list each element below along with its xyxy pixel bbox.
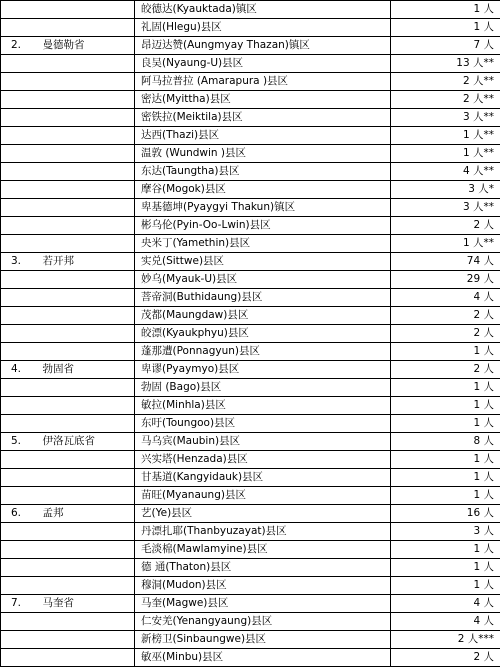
row-number	[1, 199, 35, 217]
district-name: 阿马拉普拉 (Amarapura )县区	[135, 73, 391, 91]
row-number	[1, 343, 35, 361]
table-row	[1, 91, 500, 109]
table-row	[1, 541, 500, 559]
table-row	[1, 37, 500, 55]
person-count: 1 人	[391, 487, 500, 505]
table-row	[1, 469, 500, 487]
person-count: 1 人	[391, 379, 500, 397]
state-name	[35, 235, 135, 253]
state-name	[35, 613, 135, 631]
person-count: 16 人	[391, 505, 500, 523]
row-number: 4.	[1, 361, 35, 379]
state-name	[35, 415, 135, 433]
state-name	[35, 91, 135, 109]
state-name	[35, 487, 135, 505]
table-row	[1, 271, 500, 289]
state-name	[35, 127, 135, 145]
person-count: 3 人**	[391, 109, 500, 127]
state-name: 曼德勒省	[35, 37, 135, 55]
person-count: 2 人	[391, 361, 500, 379]
person-count: 2 人**	[391, 73, 500, 91]
state-name	[35, 577, 135, 595]
state-name: 孟邦	[35, 505, 135, 523]
table-row	[1, 631, 500, 649]
table-row	[1, 487, 500, 505]
table-row	[1, 19, 500, 37]
row-number	[1, 541, 35, 559]
row-number	[1, 397, 35, 415]
table-row	[1, 613, 500, 631]
state-name	[35, 55, 135, 73]
row-number	[1, 307, 35, 325]
district-name: 央米丁(Yamethin)县区	[135, 235, 391, 253]
table-row	[1, 595, 500, 613]
table-row	[1, 523, 500, 541]
row-number	[1, 451, 35, 469]
row-number	[1, 379, 35, 397]
person-count: 2 人***	[391, 631, 500, 649]
district-name: 艺(Ye)县区	[135, 505, 391, 523]
row-number	[1, 523, 35, 541]
district-name: 摩谷(Mogok)县区	[135, 181, 391, 199]
state-name	[35, 163, 135, 181]
person-count: 2 人	[391, 325, 500, 343]
table-row	[1, 649, 500, 667]
state-name: 若开邦	[35, 253, 135, 271]
state-name: 勃固省	[35, 361, 135, 379]
district-name: 礼固(Hlegu)县区	[135, 19, 391, 37]
person-count: 3 人*	[391, 181, 500, 199]
row-number	[1, 415, 35, 433]
person-count: 4 人**	[391, 163, 500, 181]
person-count: 1 人	[391, 19, 500, 37]
district-name: 东吁(Toungoo)县区	[135, 415, 391, 433]
row-number: 2.	[1, 37, 35, 55]
person-count: 1 人	[391, 577, 500, 595]
district-name: 马乌宾(Maubin)县区	[135, 433, 391, 451]
district-name: 穆洞(Mudon)县区	[135, 577, 391, 595]
district-name: 密达(Myittha)县区	[135, 91, 391, 109]
table-row	[1, 415, 500, 433]
table-row	[1, 343, 500, 361]
person-count: 8 人	[391, 433, 500, 451]
state-name	[35, 541, 135, 559]
state-name	[35, 289, 135, 307]
state-name	[35, 631, 135, 649]
district-name: 德 通(Thaton)县区	[135, 559, 391, 577]
row-number	[1, 19, 35, 37]
row-number	[1, 469, 35, 487]
table-row	[1, 289, 500, 307]
district-name: 昂迈达赞(Aungmyay Thazan)镇区	[135, 37, 391, 55]
person-count: 1 人	[391, 559, 500, 577]
person-count: 2 人**	[391, 91, 500, 109]
district-name: 茂都(Maungdaw)县区	[135, 307, 391, 325]
person-count: 1 人	[391, 451, 500, 469]
state-name	[35, 649, 135, 667]
table-row	[1, 145, 500, 163]
table-row	[1, 181, 500, 199]
state-name: 伊洛瓦底省	[35, 433, 135, 451]
district-name: 良吴(Nyaung-U)县区	[135, 55, 391, 73]
person-count: 2 人	[391, 307, 500, 325]
district-name: 勃固 (Bago)县区	[135, 379, 391, 397]
person-count: 29 人	[391, 271, 500, 289]
row-number	[1, 649, 35, 667]
district-name: 卑基德坤(Pyaygyi Thakun)镇区	[135, 199, 391, 217]
row-number	[1, 217, 35, 235]
table-row	[1, 361, 500, 379]
row-number	[1, 181, 35, 199]
person-count: 74 人	[391, 253, 500, 271]
district-name: 兴实塔(Henzada)县区	[135, 451, 391, 469]
person-count: 4 人	[391, 289, 500, 307]
district-name: 皎德达(Kyauktada)镇区	[135, 1, 391, 19]
row-number: 5.	[1, 433, 35, 451]
district-name: 密铁拉(Meiktila)县区	[135, 109, 391, 127]
district-name: 达西(Thazi)县区	[135, 127, 391, 145]
person-count: 1 人	[391, 415, 500, 433]
row-number	[1, 163, 35, 181]
table-row	[1, 163, 500, 181]
district-name: 实兑(Sittwe)县区	[135, 253, 391, 271]
district-name: 温敦 (Wundwin )县区	[135, 145, 391, 163]
state-name	[35, 19, 135, 37]
row-number	[1, 577, 35, 595]
state-name	[35, 199, 135, 217]
table-body	[1, 1, 500, 667]
table-row	[1, 235, 500, 253]
row-number	[1, 55, 35, 73]
state-name	[35, 523, 135, 541]
row-number	[1, 559, 35, 577]
person-count: 1 人**	[391, 127, 500, 145]
row-number	[1, 91, 35, 109]
person-count: 1 人	[391, 397, 500, 415]
person-count: 1 人**	[391, 235, 500, 253]
district-name: 新榜卫(Sinbaungwe)县区	[135, 631, 391, 649]
table-row	[1, 451, 500, 469]
state-name	[35, 325, 135, 343]
row-number	[1, 235, 35, 253]
row-number	[1, 1, 35, 19]
row-number	[1, 487, 35, 505]
row-number	[1, 109, 35, 127]
row-number	[1, 289, 35, 307]
person-count: 3 人**	[391, 199, 500, 217]
table-row	[1, 199, 500, 217]
table-row	[1, 73, 500, 91]
district-name: 彬乌伦(Pyin-Oo-Lwin)县区	[135, 217, 391, 235]
row-number	[1, 271, 35, 289]
row-number	[1, 631, 35, 649]
person-count: 4 人	[391, 613, 500, 631]
state-name	[35, 73, 135, 91]
district-name: 苗旺(Myanaung)县区	[135, 487, 391, 505]
person-count: 1 人	[391, 343, 500, 361]
person-count: 13 人**	[391, 55, 500, 73]
district-name: 敏巫(Minbu)县区	[135, 649, 391, 667]
row-number	[1, 127, 35, 145]
person-count: 2 人	[391, 649, 500, 667]
state-name	[35, 343, 135, 361]
person-count: 1 人	[391, 1, 500, 19]
table-row	[1, 127, 500, 145]
state-name	[35, 379, 135, 397]
row-number: 3.	[1, 253, 35, 271]
district-name: 蓬那遭(Ponnagyun)县区	[135, 343, 391, 361]
district-name: 毛淡棉(Mawlamyine)县区	[135, 541, 391, 559]
table-row	[1, 253, 500, 271]
table-row	[1, 397, 500, 415]
table-row	[1, 505, 500, 523]
district-name: 甘基道(Kangyidauk)县区	[135, 469, 391, 487]
state-name	[35, 451, 135, 469]
district-name: 丹漂扎耶(Thanbyuzayat)县区	[135, 523, 391, 541]
state-name	[35, 397, 135, 415]
table-row	[1, 325, 500, 343]
table-row	[1, 109, 500, 127]
state-name	[35, 109, 135, 127]
district-name: 皎漂(Kyaukphyu)县区	[135, 325, 391, 343]
district-name: 东达(Taungtha)县区	[135, 163, 391, 181]
district-name: 妙乌(Myauk-U)县区	[135, 271, 391, 289]
district-name: 马奎(Magwe)县区	[135, 595, 391, 613]
district-name: 仁安羌(Yenangyaung)县区	[135, 613, 391, 631]
state-name	[35, 469, 135, 487]
table-row	[1, 55, 500, 73]
table-row	[1, 433, 500, 451]
person-count: 1 人	[391, 541, 500, 559]
table-row	[1, 559, 500, 577]
table-row	[1, 217, 500, 235]
state-name	[35, 307, 135, 325]
state-name	[35, 217, 135, 235]
person-count: 2 人	[391, 217, 500, 235]
person-count: 4 人	[391, 595, 500, 613]
person-count: 1 人	[391, 469, 500, 487]
row-number	[1, 73, 35, 91]
row-number: 7.	[1, 595, 35, 613]
row-number	[1, 325, 35, 343]
table-row	[1, 1, 500, 19]
person-count: 1 人**	[391, 145, 500, 163]
row-number	[1, 145, 35, 163]
table-row	[1, 307, 500, 325]
district-name: 菩帝洞(Buthidaung)县区	[135, 289, 391, 307]
table-row	[1, 577, 500, 595]
state-name: 马奎省	[35, 595, 135, 613]
person-count: 3 人	[391, 523, 500, 541]
state-name	[35, 559, 135, 577]
row-number: 6.	[1, 505, 35, 523]
state-name	[35, 271, 135, 289]
state-name	[35, 145, 135, 163]
state-name	[35, 1, 135, 19]
state-name	[35, 181, 135, 199]
row-number	[1, 613, 35, 631]
table-row	[1, 379, 500, 397]
district-name: 敏拉(Minhla)县区	[135, 397, 391, 415]
person-count: 7 人	[391, 37, 500, 55]
district-name: 卑谬(Pyaymyo)县区	[135, 361, 391, 379]
